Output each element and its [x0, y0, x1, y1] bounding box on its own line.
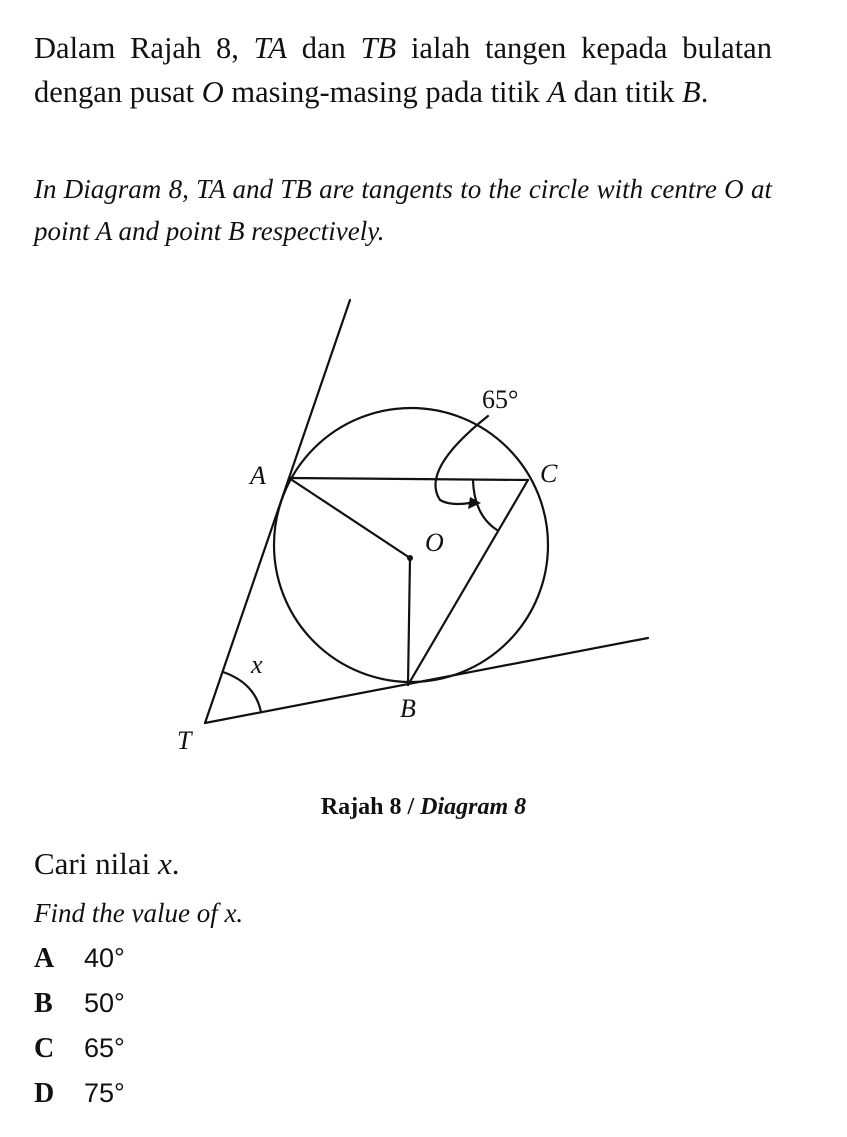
tangent-line-tb	[205, 638, 648, 723]
caption-english: Diagram 8	[420, 794, 527, 820]
option-value: 75°	[84, 1078, 125, 1108]
option-letter: D	[34, 1077, 55, 1109]
circle-tangent-diagram	[0, 290, 847, 750]
text-segment: .	[700, 75, 709, 109]
text-segment: Dalam Rajah 8,	[34, 31, 254, 65]
text-segment: .	[171, 846, 180, 881]
question-text-malay	[34, 26, 772, 114]
text-segment: masing-masing pada titik	[223, 75, 548, 109]
option-value: 65°	[84, 1033, 125, 1063]
centre-point	[407, 555, 413, 561]
radius-ob	[408, 558, 410, 685]
option-a[interactable]	[34, 936, 125, 981]
option-letter: A	[34, 942, 55, 974]
option-d[interactable]	[34, 1071, 125, 1116]
text-segment: TB	[360, 31, 397, 65]
option-letter: B	[34, 987, 53, 1019]
prompt-english: Find the value of x.	[34, 898, 244, 928]
label-point-c: C	[540, 459, 558, 488]
label-point-a: A	[250, 461, 266, 490]
diagram-caption	[0, 794, 847, 821]
tangent-line-ta	[205, 300, 350, 723]
circle	[274, 408, 548, 682]
label-point-b: B	[400, 694, 416, 723]
chord-bc	[408, 480, 528, 685]
text-segment: x	[157, 846, 172, 881]
text-segment: ialah tangen kepada bulatan dengan pusat	[34, 31, 772, 109]
label-angle-x: x	[251, 650, 263, 679]
answer-options	[34, 936, 125, 1116]
chord-ac	[289, 478, 528, 480]
text-segment: O	[201, 75, 224, 109]
option-value: 40°	[84, 943, 125, 973]
label-65-degrees: 65°	[482, 385, 519, 414]
radius-oa	[289, 478, 410, 558]
text-segment: dan titik	[565, 75, 683, 109]
question-text-english: In Diagram 8, TA and TB are tangents to the circle with centre O at point A and point B respectively.	[34, 174, 772, 246]
text-segment: Cari nilai	[34, 846, 158, 881]
label-point-t: T	[177, 726, 192, 750]
text-segment: TA	[253, 31, 287, 65]
option-letter: C	[34, 1032, 55, 1064]
leader-line-65	[435, 416, 488, 504]
prompt-malay	[34, 842, 180, 886]
text-segment: B	[682, 75, 701, 109]
option-c[interactable]	[34, 1026, 125, 1071]
option-b[interactable]	[34, 981, 125, 1026]
text-segment: dan	[286, 31, 361, 65]
label-point-o: O	[425, 528, 444, 557]
text-segment: A	[547, 75, 566, 109]
option-value: 50°	[84, 988, 125, 1018]
caption-malay: Rajah 8 /	[320, 794, 421, 820]
